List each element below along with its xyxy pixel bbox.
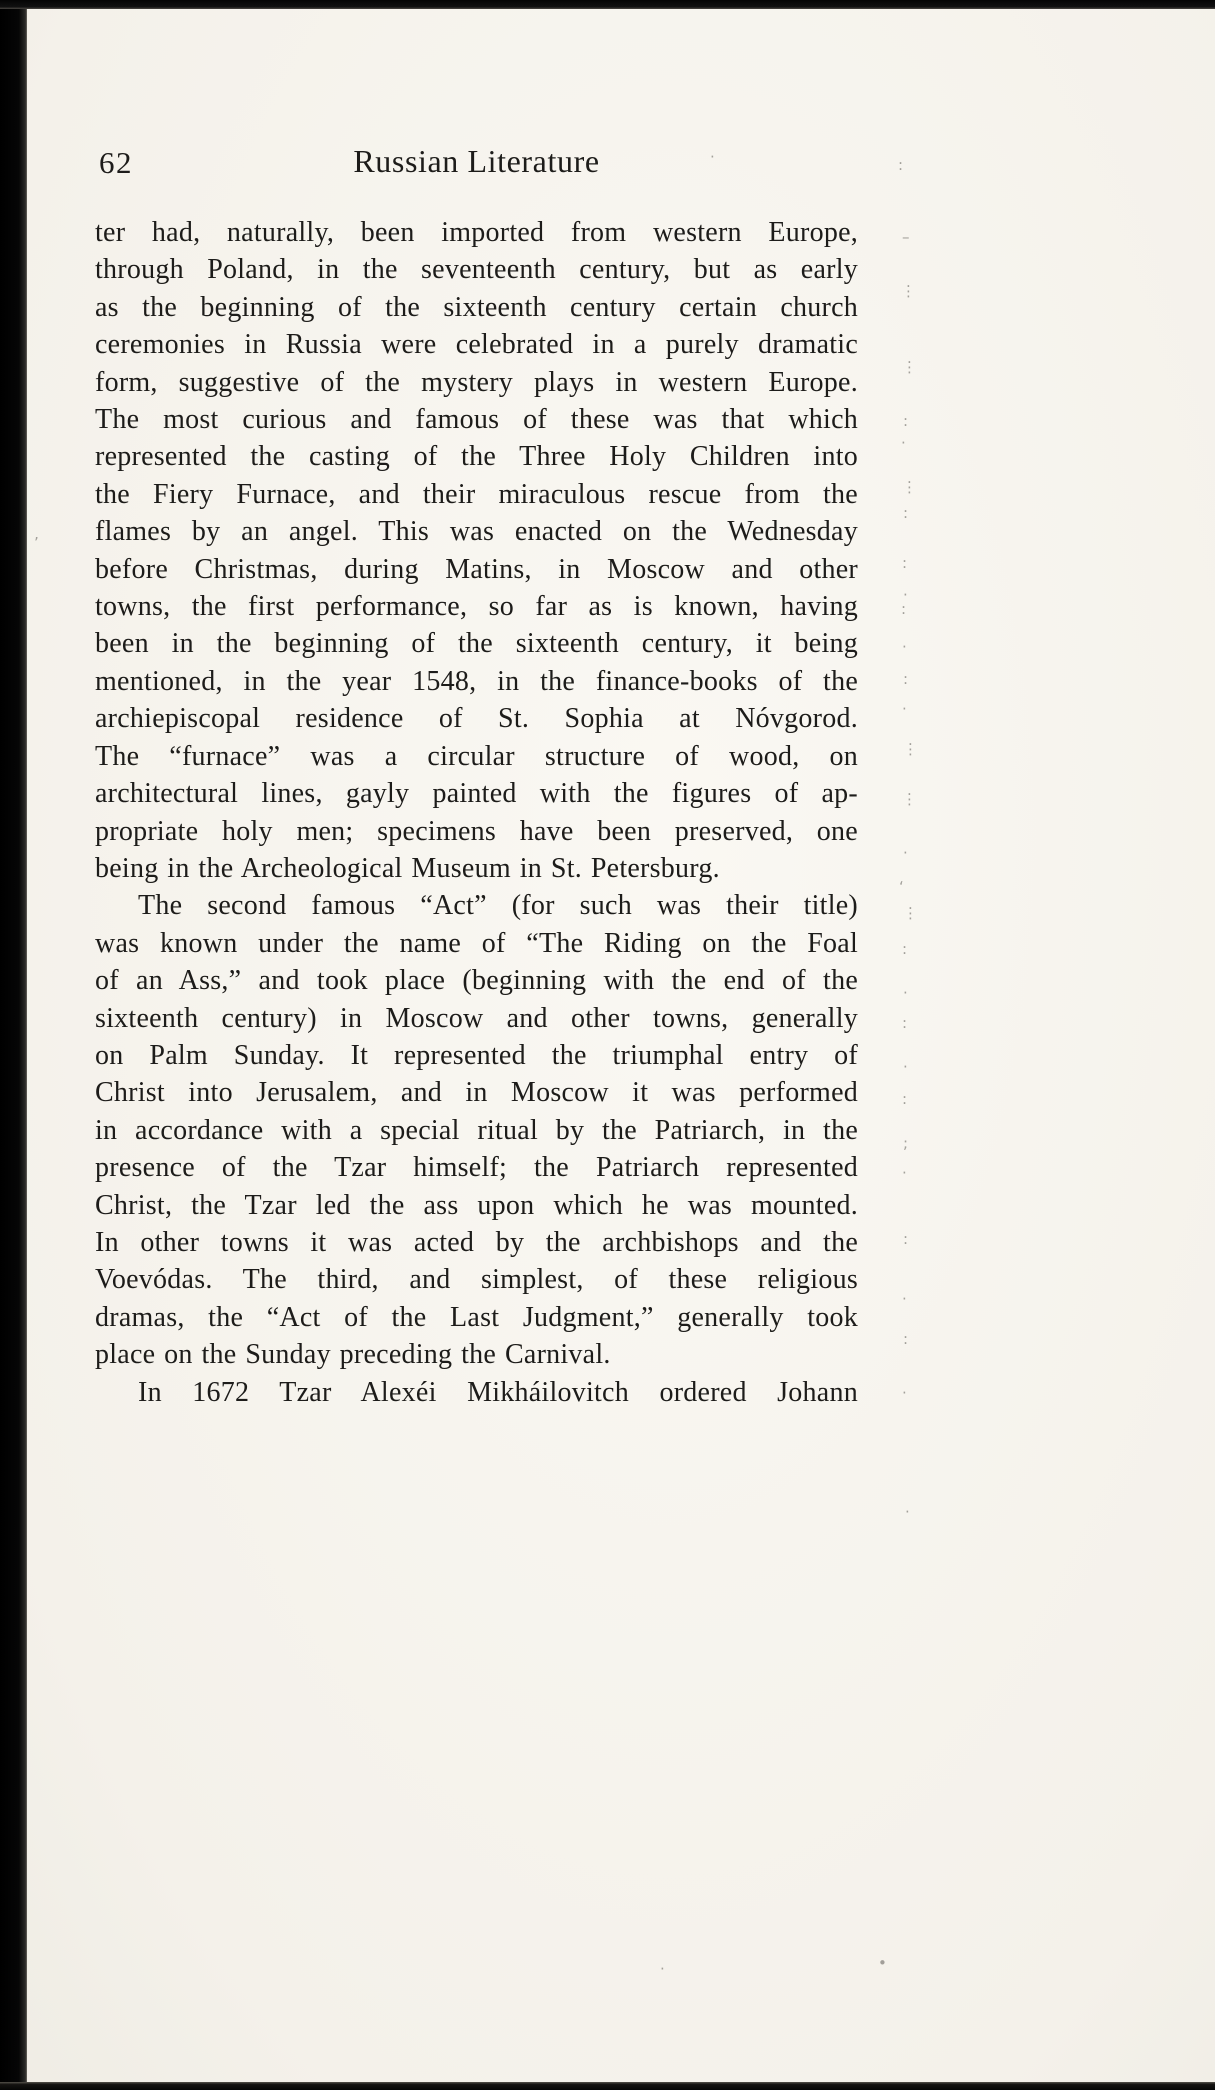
paragraph — [95, 887, 858, 1373]
text-line: mentioned, in the year 1548, in the finance-books of the — [95, 665, 858, 697]
text-line: Voevódas. The third, and simplest, of these religious — [95, 1264, 858, 1296]
text-line: towns, the first performance, so far as is known, having — [95, 591, 858, 623]
text-line: on Palm Sunday. It represented the triumphal entry of — [95, 1039, 858, 1071]
scan-artifact-mark: · — [902, 1290, 907, 1308]
scan-artifact-mark: · — [903, 586, 908, 604]
scan-artifact-mark: : — [903, 670, 909, 688]
paragraph — [95, 1374, 858, 1411]
page-number: 62 — [99, 145, 133, 180]
scan-artifact-mark: · — [660, 1960, 665, 1978]
scan-artifact-mark: : — [903, 1330, 909, 1348]
scan-edge-bottom-bar — [0, 2082, 1215, 2090]
scan-artifact-mark: · — [903, 844, 908, 862]
text-line: flames by an angel. This was enacted on the Wednesday — [95, 516, 858, 548]
text-line: ceremonies in Russia were celebrated in a purely dramatic — [95, 329, 858, 361]
scan-artifact-mark: ⋮ — [902, 358, 917, 376]
text-line: presence of the Tzar himself; the Patriarch represented — [95, 1152, 858, 1184]
scan-artifact-mark: : — [902, 554, 908, 572]
scan-artifact-mark: ⋮ — [902, 790, 917, 808]
text-line: through Poland, in the seventeenth century, but as early — [95, 254, 858, 286]
text-line: been in the beginning of the sixteenth century, it being — [95, 628, 858, 660]
scan-artifact-mark: ⋮ — [903, 740, 918, 758]
text-line: The most curious and famous of these was that which — [95, 404, 858, 436]
scan-artifact-mark: · — [902, 638, 907, 656]
scan-artifact-mark: · — [905, 1503, 910, 1521]
scan-artifact-mark: : — [901, 600, 907, 618]
text-line: as the beginning of the sixteenth century certain church — [95, 291, 858, 323]
scan-artifact-mark: – — [902, 228, 910, 246]
scan-artifact-mark: ‘ — [899, 878, 904, 896]
scan-edge-left-bar — [0, 0, 27, 2090]
text-line: The “furnace” was a circular structure of wood, on — [95, 740, 858, 772]
scan-artifact-mark: · — [901, 434, 906, 452]
scan-artifact-mark: : — [903, 1230, 909, 1248]
scan-artifact-mark: · — [903, 984, 908, 1002]
scan-artifact-mark: ⋮ — [902, 478, 917, 496]
page-text — [95, 214, 858, 1411]
scan-artifact-mark: : — [902, 940, 908, 958]
scan-artifact-mark: : — [903, 412, 909, 430]
text-line: before Christmas, during Matins, in Moscow and other — [95, 553, 858, 585]
text-line: propriate holy men; specimens have been preserved, one — [95, 815, 858, 847]
scan-artifact-mark: : — [903, 504, 909, 522]
text-line: sixteenth century) in Moscow and other towns, generally — [95, 1002, 858, 1034]
text-line: ter had, naturally, been imported from western Europe, — [95, 217, 858, 248]
text-line: Christ into Jerusalem, and in Moscow it was performed — [95, 1077, 858, 1109]
scan-artifact-mark: : — [902, 1014, 908, 1032]
text-line: of an Ass,” and took place (beginning with the end of the — [95, 965, 858, 997]
scan-artifact-mark: ⋮ — [903, 904, 918, 922]
page-header — [95, 143, 858, 187]
scan-artifact-mark: • — [878, 1954, 887, 1972]
scan-artifact-mark: · — [903, 1058, 908, 1076]
scan-artifact-mark: · — [710, 148, 715, 166]
scan-artifact-mark: · — [902, 700, 907, 718]
text-line: architectural lines, gayly painted with the figures of ap- — [95, 778, 858, 810]
scan-artifact-mark: · — [902, 1164, 907, 1182]
scan-artifact-mark: : — [898, 156, 904, 174]
paragraph — [95, 214, 858, 887]
text-line: The second famous “Act” (for such was their title) — [138, 890, 858, 922]
scan-artifact-mark: ’ — [34, 534, 39, 552]
scan-artifact-mark: ⋮ — [901, 282, 916, 300]
text-line: dramas, the “Act of the Last Judgment,” generally took — [95, 1301, 858, 1333]
scan-artifact-mark: ; — [903, 1134, 909, 1152]
text-line: the Fiery Furnace, and their miraculous rescue from the — [95, 478, 858, 510]
text-line: In other towns it was acted by the archbishops and the — [95, 1226, 858, 1258]
text-line: archiepiscopal residence of St. Sophia at Nóvgorod. — [95, 703, 858, 735]
text-line: represented the casting of the Three Holy Children into — [95, 441, 858, 473]
text-line: was known under the name of “The Riding on the Foal — [95, 927, 858, 959]
scan-artifact-mark: · — [902, 1384, 907, 1402]
text-line: in accordance with a special ritual by the Patriarch, in the — [95, 1114, 858, 1146]
text-line: In 1672 Tzar Alexéi Mikháilovitch ordered Johann — [138, 1376, 858, 1408]
scan-artifact-mark: : — [902, 1090, 908, 1108]
scan-edge-top-bar — [0, 0, 1215, 9]
text-line: Christ, the Tzar led the ass upon which he was mounted. — [95, 1189, 858, 1221]
text-line: place on the Sunday preceding the Carnival. — [95, 1339, 611, 1371]
text-line: form, suggestive of the mystery plays in western Europe. — [95, 366, 858, 398]
text-line: being in the Archeological Museum in St. Petersburg. — [95, 852, 720, 884]
running-title: Russian Literature — [353, 143, 600, 179]
